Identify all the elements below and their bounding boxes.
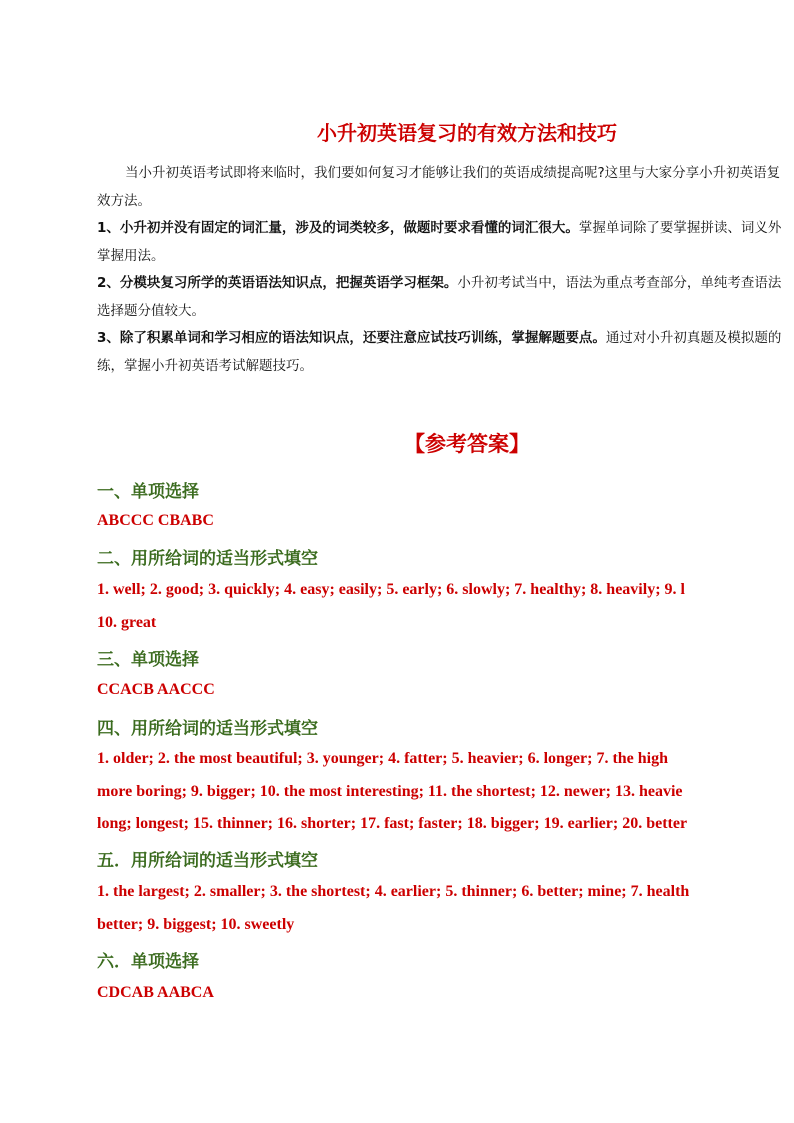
intro-paragraph-3-line-1 — [97, 270, 794, 298]
answer-line: better; 9. biggest; 10. sweetly — [97, 915, 295, 933]
section-6-answers — [97, 977, 214, 1010]
answer-line: long; longest; 15. thinner; 16. shorter; 17. fast; faster; 18. bigger; 19. earlier; 20. better — [97, 815, 688, 832]
section-1-answers — [97, 505, 214, 538]
section-3-answers — [97, 674, 215, 707]
intro-paragraph-4-line-2: 练，掌握小升初英语考试解题技巧。 — [97, 357, 313, 374]
answer-line: CCACB AACCC — [97, 681, 215, 698]
section-2-heading: 二、用所给词的适当形式填空 — [97, 549, 318, 569]
tip-2-rest: 小升初考试当中，语法为重点考查部分，单纯考查语法 — [457, 275, 782, 291]
section-1-heading: 一、单项选择 — [97, 482, 199, 502]
section-6-heading: 六．单项选择 — [97, 952, 199, 972]
tip-2-bold: 2、分模块复习所学的英语语法知识点，把握英语学习框架。 — [97, 275, 458, 291]
section-4-heading: 四、用所给词的适当形式填空 — [97, 719, 318, 739]
intro-paragraph-2-line-2: 掌握用法。 — [97, 247, 165, 264]
answer-line: 1. well; 2. good; 3. quickly; 4. easy; easily; 5. early; 6. slowly; 7. healthy; 8. heavily; 9. l — [97, 581, 685, 598]
answer-line: 1. the largest; 2. smaller; 3. the shortest; 4. earlier; 5. thinner; 6. better; mine; 7. health — [97, 883, 690, 900]
answer-line: CDCAB AABCA — [97, 984, 214, 1001]
intro-paragraph-1-line-2: 效方法。 — [97, 192, 151, 209]
intro-paragraph-1-line-1: 当小升初英语考试即将来临时，我们要如何复习才能够让我们的英语成绩提高呢?这里与大家分享小升初英语复 — [125, 165, 781, 181]
intro-text — [97, 160, 794, 380]
answer-line: more boring; 9. bigger; 10. the most interesting; 11. the shortest; 12. newer; 13. heavie — [97, 782, 683, 800]
section-4-answers — [97, 743, 687, 841]
answer-line: 10. great — [97, 613, 157, 631]
answer-line: 1. older; 2. the most beautiful; 3. younger; 4. fatter; 5. heavier; 6. longer; 7. the high — [97, 750, 669, 767]
section-2-answers — [97, 574, 685, 639]
tip-1-bold: 1、小升初并没有固定的词汇量，涉及的词类较多，做题时要求看懂的词汇很大。 — [97, 220, 579, 236]
tip-3-rest: 通过对小升初真题及模拟题的 — [605, 330, 782, 346]
section-3-heading: 三、单项选择 — [97, 650, 199, 670]
answer-line: ABCCC CBABC — [97, 512, 214, 529]
intro-paragraph-4-line-1 — [97, 325, 794, 353]
tip-1-rest: 掌握单词除了要掌握拼读、词义外 — [578, 220, 782, 236]
tip-3-bold: 3、除了积累单词和学习相应的语法知识点，还要注意应试技巧训练，掌握解题要点。 — [97, 330, 606, 346]
document-title: 小升初英语复习的有效方法和技巧 — [317, 121, 617, 145]
answers-title: 【参考答案】 — [404, 432, 530, 456]
section-5-heading: 五．用所给词的适当形式填空 — [97, 851, 318, 871]
intro-paragraph-2-line-1 — [97, 215, 794, 243]
section-5-answers — [97, 876, 689, 941]
intro-paragraph-3-line-2: 选择题分值较大。 — [97, 302, 205, 319]
